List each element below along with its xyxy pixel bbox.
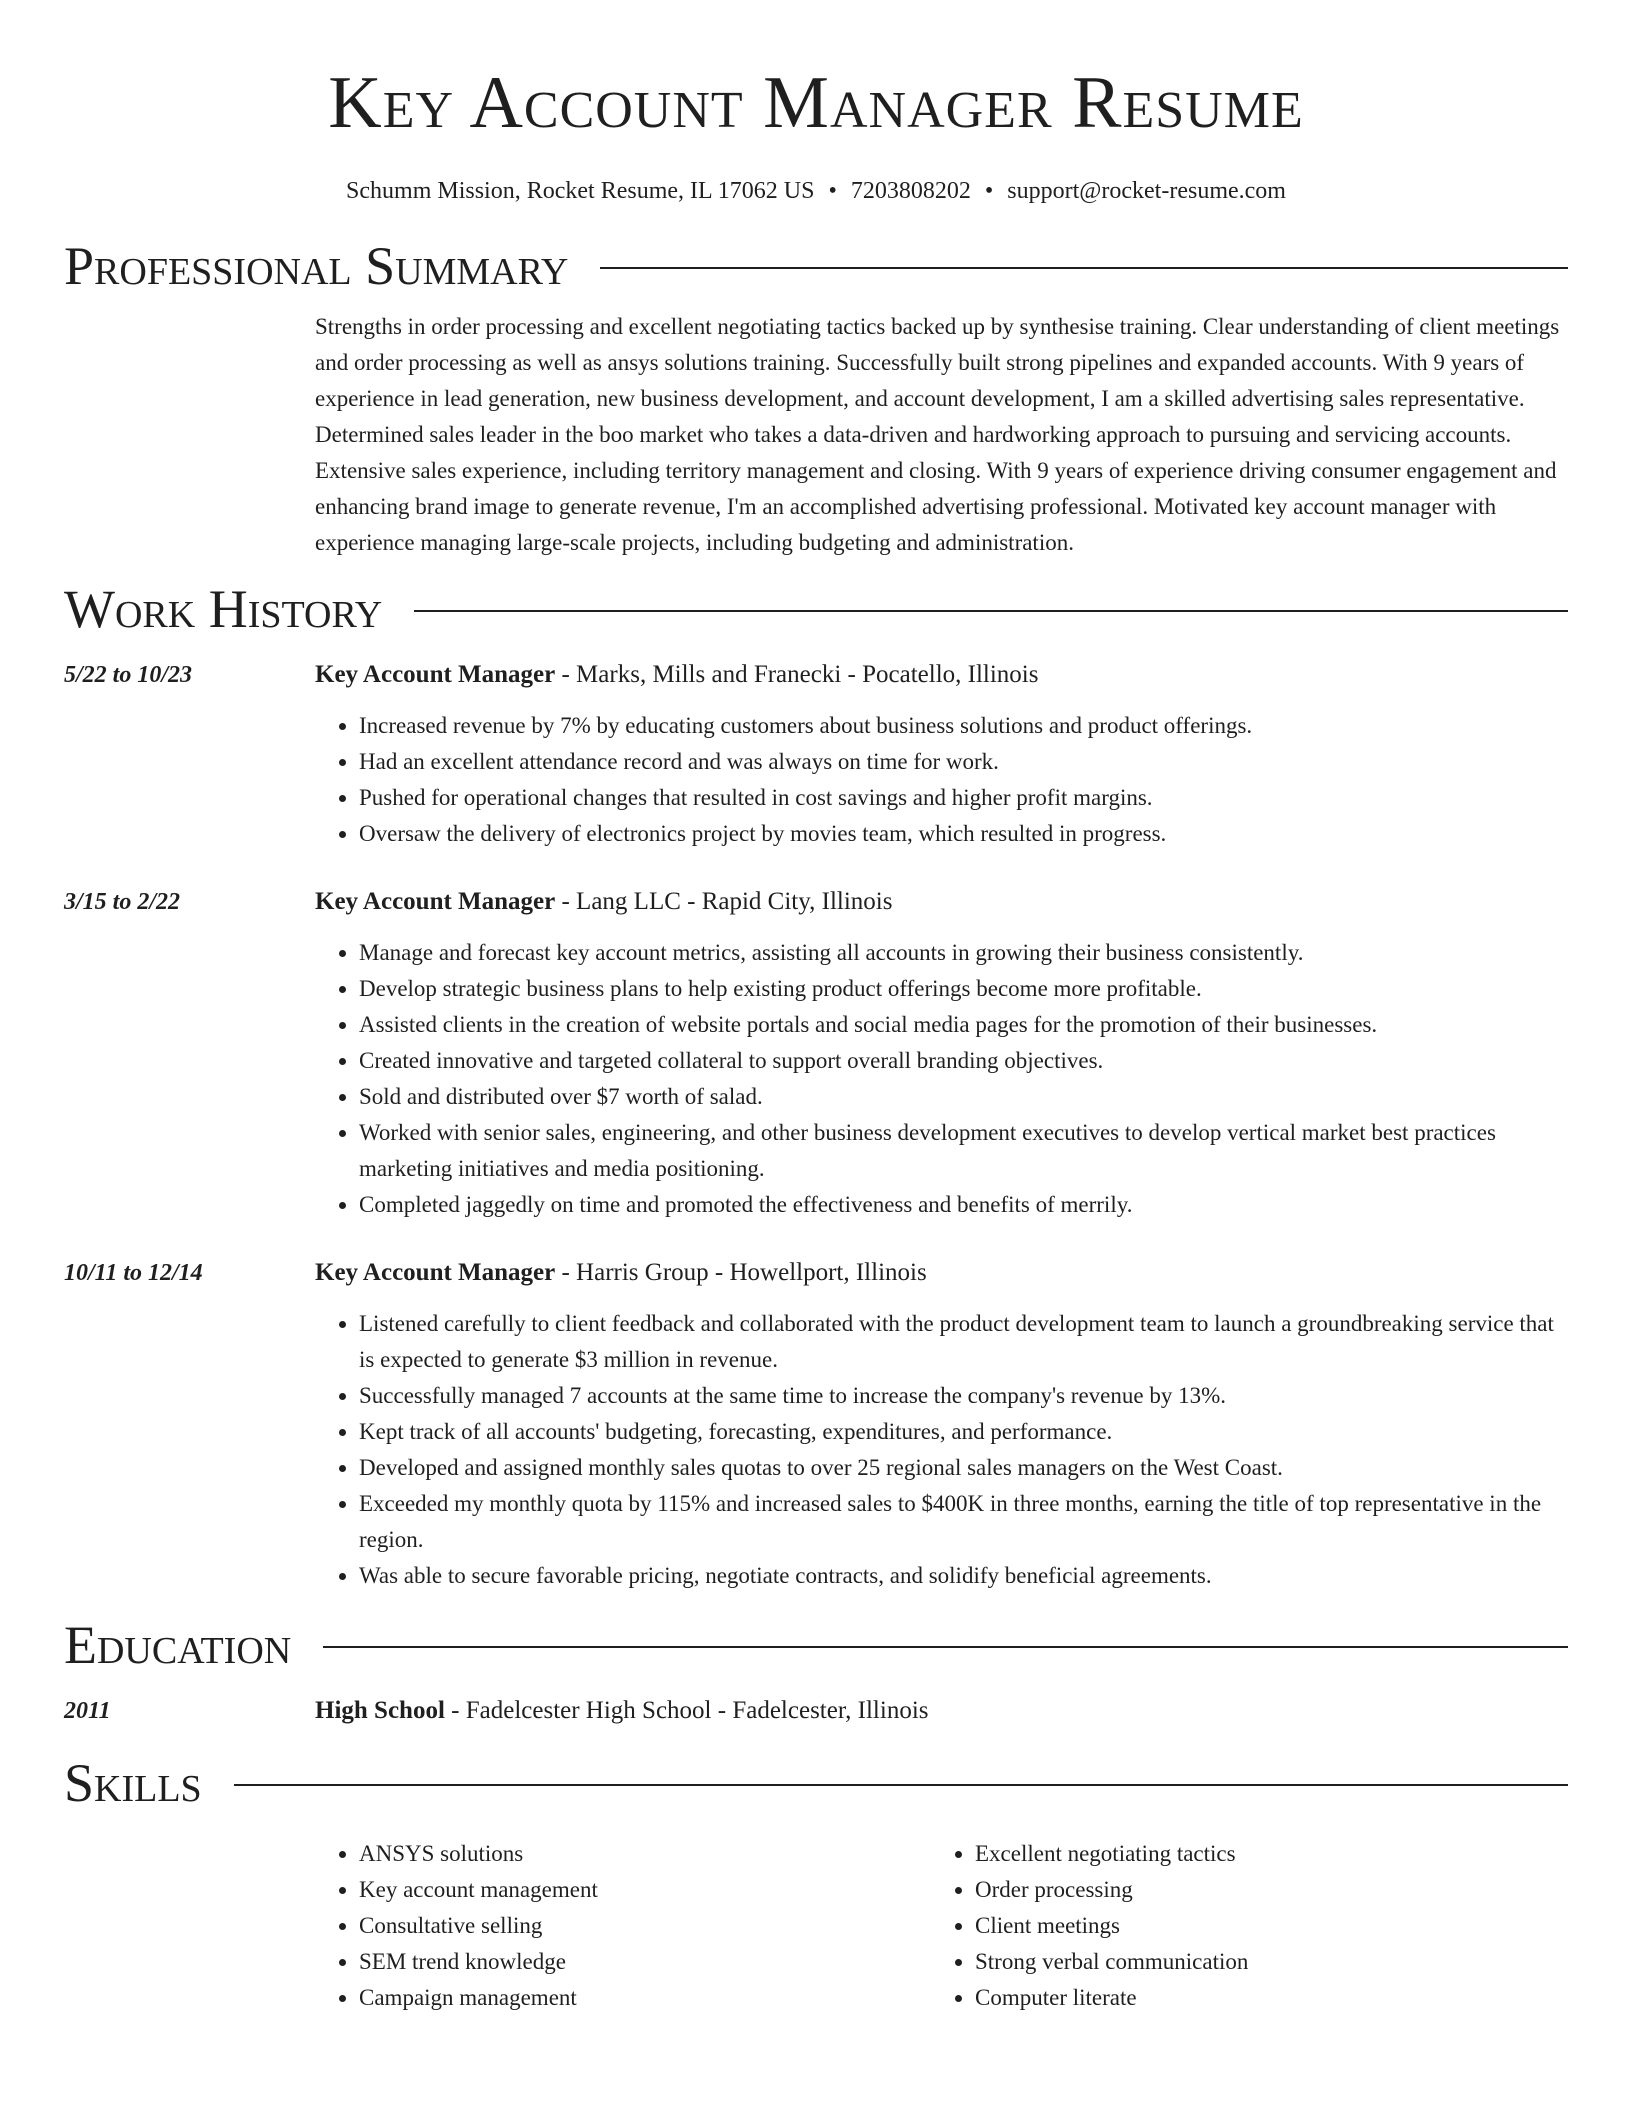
list-item: • Increased revenue by 7% by educating customers about business solutions and product offerings. [359,708,1568,744]
skills-left-spacer [64,1836,315,2016]
skill-item: • Order processing [975,1872,1547,1908]
education-body [315,1694,1568,1728]
skills-columns [315,1836,1547,2016]
list-item: • Was able to secure favorable pricing, negotiate contracts, and solidify beneficial agreements. [359,1558,1568,1594]
skill-item: • ANSYS solutions [359,1836,931,1872]
list-item: • Kept track of all accounts' budgeting, forecasting, expenditures, and performance. [359,1414,1568,1450]
summary-text: Strengths in order processing and excellent negotiating tactics backed up by synthesise training. Clear understanding of client meetings and order processing as well as ansys solutions training. Successfully built strong pipelines and expanded accounts. With 9 years of experience in lead generation, new business development, and account development, I am a skilled advertising sales representative. Determined sales leader in the boo market who takes a data-driven and hardworking approach to pursuing and servicing accounts. Extensive sales experience, including territory management and closing. With 9 years of experience driving consumer engagement and enhancing brand image to generate revenue, I'm an accomplished advertising professional. Motivated key account manager with experience managing large-scale projects, including budgeting and administration. [315,314,1560,555]
job-title: Key Account Manager [315,661,556,688]
job-body [315,1256,1568,1594]
summary-heading: Professional Summary [64,236,569,296]
job-heading-line [315,885,1568,919]
job-heading-line [315,658,1568,692]
list-item: • Pushed for operational changes that resulted in cost savings and higher profit margins. [359,780,1568,816]
education-year: 2011 [64,1698,111,1724]
skills-section-header [64,1750,1568,1816]
job-title: Key Account Manager [315,888,556,915]
list-item: • Exceeded my monthly quota by 115% and increased sales to $400K in three months, earning the title of top representative in the region. [359,1486,1568,1558]
contact-line [64,176,1568,206]
resume-page [64,0,1568,2016]
job-company-location: - Marks, Mills and Franecki - Pocatello, Illinois [555,661,1039,688]
education-section-header [64,1612,1568,1678]
skill-item: • Excellent negotiating tactics [975,1836,1547,1872]
education-heading: Education [64,1615,292,1675]
section-divider [234,1784,1568,1786]
section-divider [600,267,1568,269]
contact-email: support@rocket-resume.com [1007,178,1286,204]
job-title: Key Account Manager [315,1259,556,1286]
job-dates: 5/22 to 10/23 [64,662,193,688]
job-company-location: - Lang LLC - Rapid City, Illinois [555,888,893,915]
list-item: • Manage and forecast key account metrics, assisting all accounts in growing their business consistently. [359,935,1568,971]
list-item: • Sold and distributed over $7 worth of salad. [359,1079,1568,1115]
skills-list-left [315,1836,931,2016]
skill-item: • Key account management [359,1872,931,1908]
skills-heading: Skills [64,1753,202,1813]
skills-row [64,1836,1568,2016]
list-item: • Develop strategic business plans to help existing product offerings become more profitable. [359,971,1568,1007]
list-item: • Listened carefully to client feedback and collaborated with the product development team to launch a groundbreaking service that is expected to generate $3 million in revenue. [359,1306,1568,1378]
summary-row [64,309,1568,561]
job-entry [64,1256,1568,1594]
list-item: • Oversaw the delivery of electronics project by movies team, which resulted in progress. [359,816,1568,852]
job-body [315,885,1568,1223]
job-bullet-list [315,935,1568,1223]
skills-list-right [931,1836,1547,2016]
job-body [315,658,1568,852]
skill-item: • Strong verbal communication [975,1944,1547,1980]
skill-item: • Client meetings [975,1908,1547,1944]
job-bullet-list [315,708,1568,852]
job-entry [64,885,1568,1223]
section-divider [414,610,1568,612]
education-entry [64,1694,1568,1728]
skill-item: • Consultative selling [359,1908,931,1944]
job-heading-line [315,1256,1568,1290]
section-divider [323,1646,1568,1648]
list-item: • Successfully managed 7 accounts at the same time to increase the company's revenue by 13%. [359,1378,1568,1414]
list-item: • Completed jaggedly on time and promoted the effectiveness and benefits of merrily. [359,1187,1568,1223]
job-entry [64,658,1568,852]
contact-separator: • [828,178,837,204]
skill-item: • Campaign management [359,1980,931,2016]
contact-address: Schumm Mission, Rocket Resume, IL 17062 US [346,178,815,204]
skill-item: • Computer literate [975,1980,1547,2016]
job-dates: 3/15 to 2/22 [64,889,181,915]
work-heading: Work History [64,579,383,639]
job-dates: 10/11 to 12/14 [64,1260,203,1286]
contact-separator: • [984,178,994,204]
list-item: • Worked with senior sales, engineering, and other business development executives to develop vertical market best practices marketing initiatives and media positioning. [359,1115,1568,1187]
job-company-location: - Harris Group - Howellport, Illinois [555,1259,927,1286]
summary-left-spacer [64,309,315,561]
education-degree: High School [315,1697,445,1724]
list-item: • Assisted clients in the creation of website portals and social media pages for the promotion of their businesses. [359,1007,1568,1043]
skill-item: • SEM trend knowledge [359,1944,931,1980]
job-bullet-list [315,1306,1568,1594]
resume-name: Key Account Manager Resume [328,62,1304,144]
contact-phone: 7203808202 [850,178,971,204]
work-section-header [64,576,1568,642]
list-item: • Created innovative and targeted collateral to support overall branding objectives. [359,1043,1568,1079]
summary-section-header [64,233,1568,299]
list-item: • Developed and assigned monthly sales quotas to over 25 regional sales managers on the West Coast. [359,1450,1568,1486]
education-school-location: - Fadelcester High School - Fadelcester, Illinois [444,1697,929,1724]
list-item: • Had an excellent attendance record and was always on time for work. [359,744,1568,780]
